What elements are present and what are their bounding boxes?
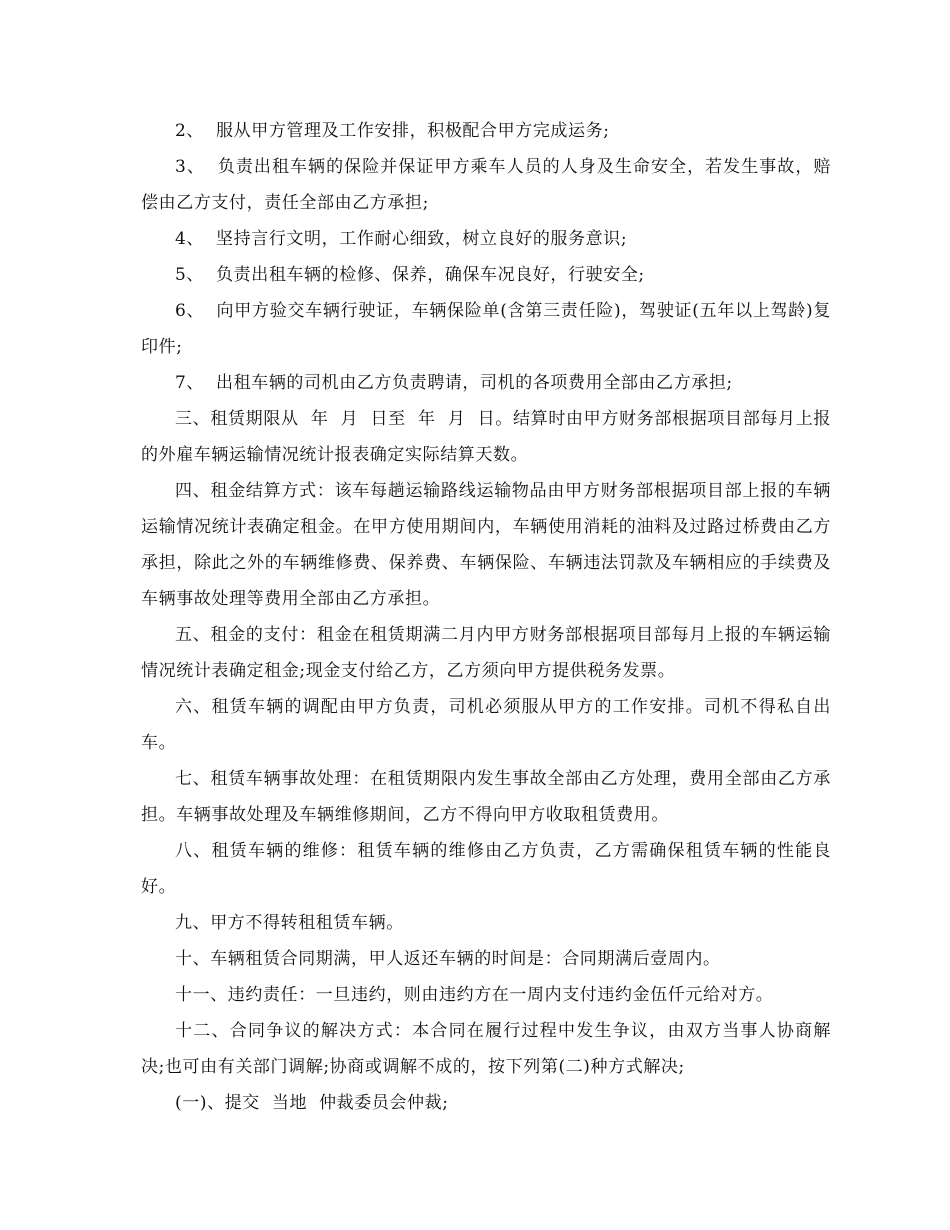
section-vehicle-return: 十、车辆租赁合同期满，甲人返还车辆的时间是：合同期满后壹周内。 [175,949,721,969]
section-dispute-resolution: 十二、合同争议的解决方式：本合同在履行过程中发生争议，由双方当事人协商解决;也可由有关部门调解;协商或调解不成的，按下列第(二)种方式解决; [141,1021,831,1077]
dispute-option-1: (一)、提交 当地 仲裁委员会仲裁; [175,1093,449,1113]
section-rent-settlement: 四、租金结算方式：该车每趟运输路线运输物品由甲方财务部根据项目部上报的车辆运输情况统计表确定租金。在甲方使用期间内，车辆使用消耗的油料及过路过桥费由乙方承担，除此之外的车辆维修费、保养费、车辆保险、车辆违法罚款及车辆相应的手续费及车辆事故处理等费用全部由乙方承担。 [141,481,831,609]
section-breach-liability: 十一、违约责任：一旦违约，则由违约方在一周内支付违约金伍仟元给对方。 [175,985,774,1005]
clause-3: 3、 负责出租车辆的保险并保证甲方乘车人员的人身及生命安全，若发生事故，赔偿由乙方支付，责任全部由乙方承担; [141,157,831,213]
clause-5: 5、 负责出租车辆的检修、保养，确保车况良好，行驶安全; [175,265,645,285]
section-lease-term: 三、租赁期限从 年 月 日至 年 月 日。结算时由甲方财务部根据项目部每月上报的外雇车辆运输情况统计报表确定实际结算天数。 [141,409,832,465]
section-rent-payment: 五、租金的支付：租金在租赁期满二月内甲方财务部根据项目部每月上报的车辆运输情况统计表确定租金;现金支付给乙方，乙方须向甲方提供税务发票。 [141,625,831,681]
clause-2: 2、 服从甲方管理及工作安排，积极配合甲方完成运务; [175,121,610,141]
clause-6: 6、 向甲方验交车辆行驶证，车辆保险单(含第三责任险)，驾驶证(五年以上驾龄)复印件; [141,301,831,357]
section-accident-handling: 七、租赁车辆事故处理：在租赁期限内发生事故全部由乙方处理，费用全部由乙方承担。车辆事故处理及车辆维修期间，乙方不得向甲方收取租赁费用。 [141,769,831,825]
section-no-sublease: 九、甲方不得转租租赁车辆。 [175,913,404,933]
contract-body [141,113,831,1121]
clause-7: 7、 出租车辆的司机由乙方负责聘请，司机的各项费用全部由乙方承担; [175,373,733,393]
clause-4: 4、 坚持言行文明，工作耐心细致，树立良好的服务意识; [175,229,628,249]
section-vehicle-repair: 八、租赁车辆的维修：租赁车辆的维修由乙方负责，乙方需确保租赁车辆的性能良好。 [141,841,831,897]
section-vehicle-dispatch: 六、租赁车辆的调配由甲方负责，司机必须服从甲方的工作安排。司机不得私自出车。 [141,697,831,753]
